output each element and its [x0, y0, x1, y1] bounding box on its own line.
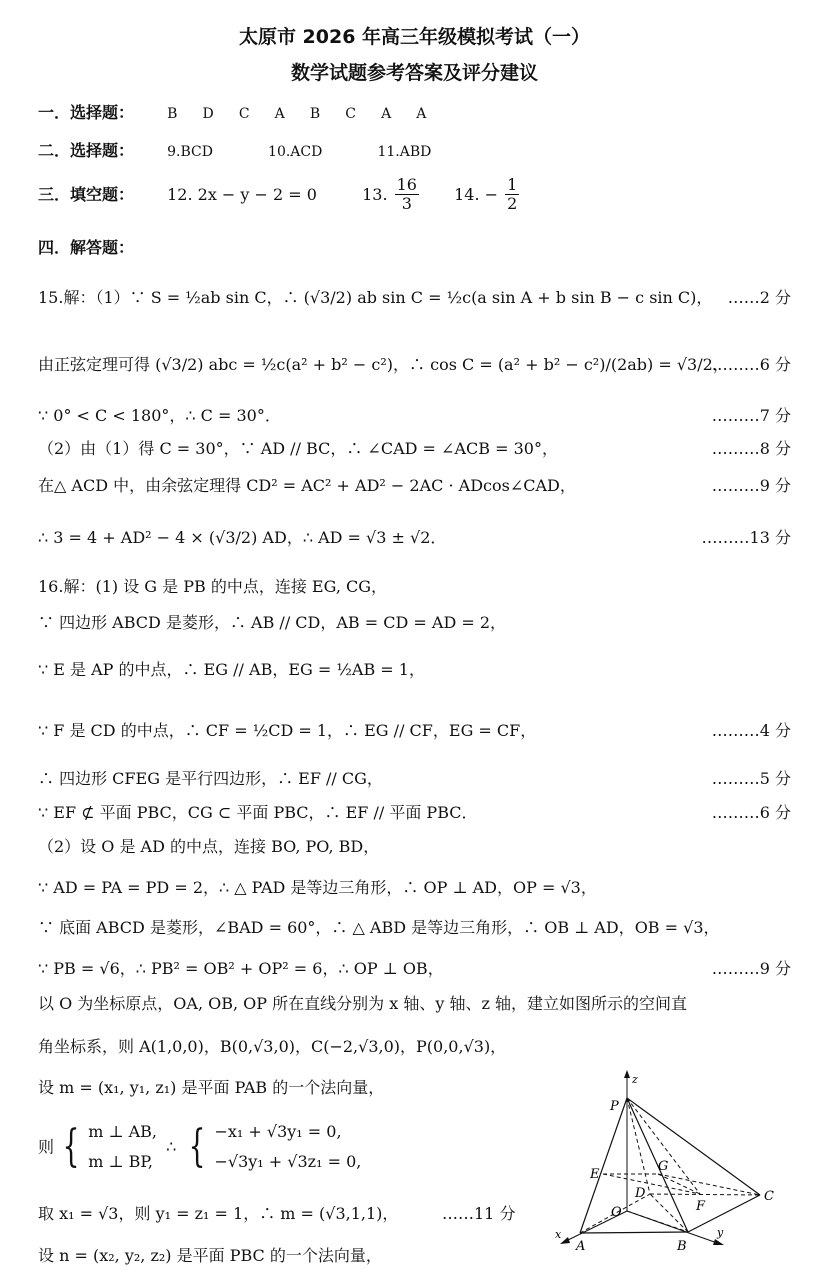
q16-line-12: 角坐标系，则 A(1,0,0)，B(0,√3,0)，C(−2,√3,0)，P(0,0,√3)， [38, 1037, 507, 1056]
left-brace: { [62, 1121, 80, 1173]
q16-score-5: ………5 分 [711, 769, 791, 788]
section-label: 二．选择题： [38, 141, 135, 160]
numerator: 16 [396, 175, 417, 194]
denominator: 2 [507, 194, 518, 214]
equation-2: −√3y₁ + √3z₁ = 0, [214, 1152, 362, 1172]
q16-line-9: ∵ 底面 ABCD 是菱形，∠BAD = 60°，∴ △ ABD 是等边三角形，∴ OB ⊥ AD，OB = √3， [38, 918, 720, 937]
q16-line-2: ∵ 四边形 ABCD 是菱形，∴ AB // CD，AB = CD = AD = 2， [38, 613, 507, 632]
answer-12: 12. 2x − y − 2 = 0 [167, 184, 317, 204]
q15-line-2: 由正弦定理可得 (√3/2) abc = ½c(a² + b² − c²)，∴ cos C = (a² + b² − c²)/(2ab) = √3/2， [38, 355, 729, 374]
q15-line-1: 15.解：（1）∵ S = ½ab sin C，∴ (√3/2) ab sin C = ½c(a sin A + b sin B − c sin C)， [38, 288, 713, 307]
q15-line-5: 在△ ACD 中，由余弦定理得 CD² = AC² + AD² − 2AC · ADcos∠CAD， [38, 476, 576, 495]
q15-score-6: ………13 分 [701, 528, 791, 547]
numerator: 1 [507, 175, 518, 194]
q16-score-6: ………6 分 [711, 803, 791, 822]
label-g: G [658, 1159, 669, 1174]
answer-2: D [202, 106, 214, 122]
label-b: B [677, 1239, 687, 1254]
condition-bp: m ⊥ BP, [88, 1152, 153, 1172]
answer-11: 11.ABD [377, 144, 432, 160]
answer-13-fraction [395, 176, 419, 214]
answer-14-fraction [505, 176, 519, 214]
answer-1: B [167, 106, 178, 122]
q15-line-6: ∴ 3 = 4 + AD² − 4 × (√3/2) AD，∴ AD = √3 ± √2． [38, 528, 447, 547]
y-axis-arrow [713, 1239, 724, 1245]
edge-ab [580, 1232, 688, 1233]
label-p: P [610, 1099, 619, 1114]
q15-score-5: ………9 分 [711, 476, 791, 495]
section-fill-in [38, 176, 521, 214]
q16-line-5: ∴ 四边形 CFEG 是平行四边形，∴ EF // CG， [38, 769, 383, 788]
answer-7: A [381, 106, 392, 122]
q16-line-15: 取 x₁ = √3，则 y₁ = z₁ = 1，∴ m = (√3,1,1)， [38, 1204, 399, 1223]
label-e: E [590, 1167, 600, 1182]
label-o: O [611, 1205, 622, 1220]
q16-line-7: （2）设 O 是 AD 的中点，连接 BO, PO, BD， [38, 837, 380, 856]
q15-score-2: ………6 分 [711, 355, 791, 374]
q16-score-10: ………9 分 [711, 959, 791, 978]
section-solutions-label: 四．解答题： [38, 238, 135, 257]
denominator: 3 [401, 194, 412, 214]
section-choice-2 [38, 143, 481, 159]
q16-line-3: ∵ E 是 AP 的中点，∴ EG // AB，EG = ½AB = 1， [38, 660, 425, 679]
label-z: z [632, 1073, 638, 1086]
q15-score-1: ……2 分 [727, 288, 791, 307]
answer-6: C [345, 106, 356, 122]
label-y: y [717, 1226, 724, 1239]
answer-13-prefix: 13. [362, 184, 388, 204]
answer-14-prefix: 14. − [454, 184, 499, 204]
q16-line-6: ∵ EF ⊄ 平面 PBC，CG ⊂ 平面 PBC，∴ EF // 平面 PBC． [38, 803, 478, 822]
q15-line-3: ∵ 0° < C < 180°，∴ C = 30°． [38, 406, 281, 425]
perpendicular-conditions [88, 1117, 157, 1178]
page-title: 太原市 2026 年高三年级模拟考试（一） [238, 26, 591, 48]
therefore-symbol: ∴ [166, 1137, 177, 1157]
label-c: C [764, 1189, 774, 1204]
page-subtitle: 数学试题参考答案及评分建议 [290, 62, 538, 84]
q16-line-1: 16.解：(1) 设 G 是 PB 的中点，连接 EG, CG， [38, 577, 388, 596]
answer-5: B [309, 106, 321, 122]
equation-system [214, 1117, 361, 1178]
label-a: A [576, 1239, 586, 1254]
q16-score-15: ……11 分 [442, 1204, 516, 1223]
q16-score-4: ………4 分 [711, 721, 791, 740]
answer-3: C [238, 106, 250, 122]
q16-line-4: ∵ F 是 CD 的中点，∴ CF = ½CD = 1，∴ EG // CF，EG = CF， [38, 721, 537, 740]
left-brace: { [188, 1121, 206, 1173]
z-axis-arrow [624, 1070, 630, 1078]
q16-line-13: 设 m = (x₁, y₁, z₁) 是平面 PAB 的一个法向量， [38, 1078, 385, 1097]
answer-8: A [416, 106, 427, 122]
then-label: 则 [38, 1137, 55, 1157]
section-choice-1 [38, 105, 446, 121]
answer-10: 10.ACD [268, 144, 323, 160]
label-d: D [635, 1186, 646, 1201]
answer-4: A [274, 106, 285, 122]
q15-line-4: （2）由（1）得 C = 30°，∵ AD // BC，∴ ∠CAD = ∠ACB = 30°， [38, 439, 558, 458]
condition-ab: m ⊥ AB, [88, 1122, 157, 1141]
q15-score-3: ………7 分 [711, 406, 791, 425]
edge-ef [603, 1174, 700, 1194]
q16-line-11: 以 O 为坐标原点，OA, OB, OP 所在直线分别为 x 轴、y 轴、z 轴，建立如图所示的空间直 [38, 994, 687, 1013]
edge-gf [658, 1174, 700, 1194]
q15-score-4: ………8 分 [711, 439, 791, 458]
section-label: 三．填空题： [38, 184, 135, 204]
q16-line-8: ∵ AD = PA = PD = 2，∴ △ PAD 是等边三角形，∴ OP ⊥ AD，OP = √3， [38, 878, 597, 897]
edge-dc [650, 1194, 760, 1195]
q16-line-16: 设 n = (x₂, y₂, z₂) 是平面 PBC 的一个法向量， [38, 1246, 382, 1265]
q16-line-10: ∵ PB = √6，∴ PB² = OB² + OP² = 6，∴ OP ⊥ OB， [38, 959, 444, 978]
section-label: 一．选择题： [38, 103, 135, 122]
q16-line-14 [38, 1117, 361, 1178]
label-x: x [555, 1228, 562, 1241]
pyramid-figure [550, 1066, 790, 1266]
label-f: F [696, 1199, 706, 1214]
x-axis-arrow [560, 1237, 570, 1244]
equation-1: −x₁ + √3y₁ = 0, [214, 1122, 342, 1141]
answer-9: 9.BCD [167, 144, 213, 160]
